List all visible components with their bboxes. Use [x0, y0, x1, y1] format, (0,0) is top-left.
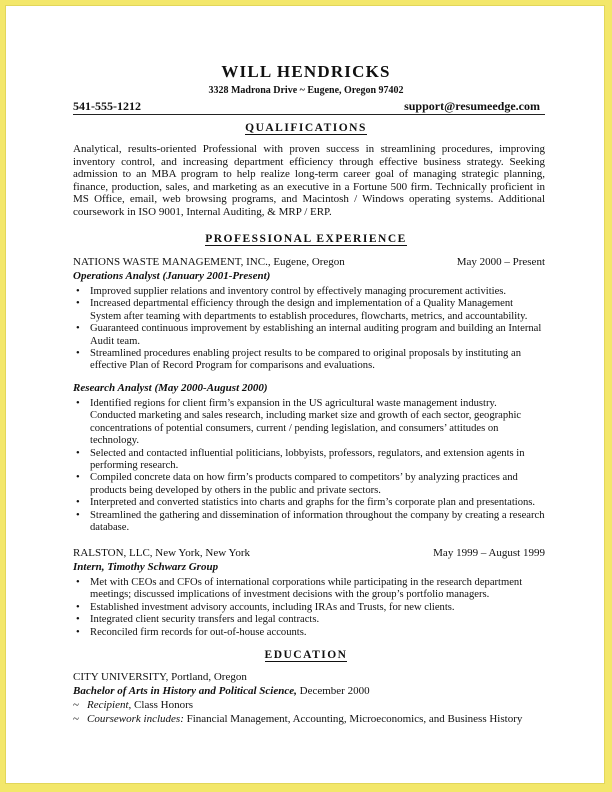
tilde-marker: ~ [73, 713, 79, 725]
list-item: • Guaranteed continuous improvement by establishing an internal auditing program and building an Internal Audit team. [73, 323, 545, 348]
candidate-name: WILL HENDRICKS [221, 62, 391, 81]
list-item: • Integrated client security transfers and legal contracts. [73, 614, 545, 626]
job-dates: May 2000 – Present [456, 256, 545, 268]
degree [73, 685, 370, 698]
tilde-marker: ~ [73, 699, 79, 711]
role-title: Intern, Timothy Schwarz Group [73, 561, 219, 573]
list-item: • Reconciled firm records for out-of-house accounts. [73, 627, 545, 639]
bullet-list [73, 398, 545, 534]
coursework-line [73, 713, 522, 726]
list-item: • Streamlined procedures enabling project results to be compared to original proposals by instituting an effective Plan of Record Program for comparisons and evaluations. [73, 348, 545, 373]
list-item: • Increased departmental efficiency through the design and implementation of a Quality Management System after teaming with departments to establish procedures, flowcharts, metrics, and accountability. [73, 298, 545, 323]
honors-label: Recipient, [87, 699, 132, 711]
honors-line [73, 699, 193, 712]
employer: RALSTON, LLC, New York, New York [73, 547, 251, 559]
list-item: • Selected and contacted influential politicians, lobbyists, professors, regulators, and extension agents in performing research. [73, 448, 545, 473]
job-dates: May 1999 – August 1999 [433, 547, 545, 559]
email-address: support@resumeedge.com [404, 99, 540, 113]
list-item: • Streamlined the gathering and dissemination of information throughout the company by creating a research database. [73, 510, 545, 535]
list-item: • Met with CEOs and CFOs of international corporations while participating in the research department meetings; discussed implications of investment decisions with the group’s portfolio managers. [73, 577, 545, 602]
honors-value: Class Honors [134, 699, 194, 711]
header-divider [73, 114, 545, 115]
resume-page [5, 5, 605, 784]
job-header [73, 256, 545, 269]
bullet-list [73, 286, 545, 373]
list-item: • Established investment advisory accounts, including IRAs and Trusts, for new clients. [73, 602, 545, 614]
section-title-education: EDUCATION [264, 649, 348, 661]
qualifications-text: Analytical, results-oriented Professional with proven success in streamlining procedures, improving inventory control, and increasing department efficiency through effective business strategy. Seeking admission to an MBA program to help realize long-term career goal of managing strategic planning, finance, production, sales, and marketing as an executive in a Fortune 500 firm. Technically proficient in MS Office, email, web browsing programs, and Macintosh / Windows operating systems. Additional coursework in ISO 9001, Internal Auditing, & MRP / ERP. [73, 143, 545, 218]
list-item: • Interpreted and converted statistics into charts and graphs for the firm’s corporate plan and presentations. [73, 497, 545, 509]
list-item: • Compiled concrete data on how firm’s products compared to competitors’ by analyzing practices and products being developed by others in the public and private sectors. [73, 472, 545, 497]
degree-date: December 2000 [299, 685, 370, 697]
phone-number: 541-555-1212 [73, 99, 141, 113]
list-item: • Identified regions for client firm’s expansion in the US agricultural waste management industry. Conducted marketing and sales research, including market size and growth of each sector, geographic concentrations of potential consumers, current / pending legislation, and consumers’ attitudes on technology. [73, 398, 545, 448]
role-title: Research Analyst (May 2000-August 2000) [73, 382, 268, 394]
coursework-value: Financial Management, Accounting, Microeconomics, and Business History [186, 713, 523, 725]
employer: NATIONS WASTE MANAGEMENT, INC., Eugene, Oregon [73, 256, 345, 268]
job-header [73, 547, 545, 560]
list-item: • Improved supplier relations and inventory control by effectively managing procurement activities. [73, 286, 545, 298]
degree-name: Bachelor of Arts in History and Political Science, [73, 685, 297, 697]
role-title: Operations Analyst (January 2001-Present) [73, 270, 271, 282]
bullet-list [73, 577, 545, 639]
section-title-experience: PROFESSIONAL EXPERIENCE [205, 233, 407, 245]
school: CITY UNIVERSITY, Portland, Oregon [73, 671, 247, 683]
coursework-label: Coursework includes: [87, 713, 184, 725]
address: 3328 Madrona Drive ~ Eugene, Oregon 97402 [208, 85, 404, 96]
section-title-qualifications: QUALIFICATIONS [245, 122, 367, 134]
